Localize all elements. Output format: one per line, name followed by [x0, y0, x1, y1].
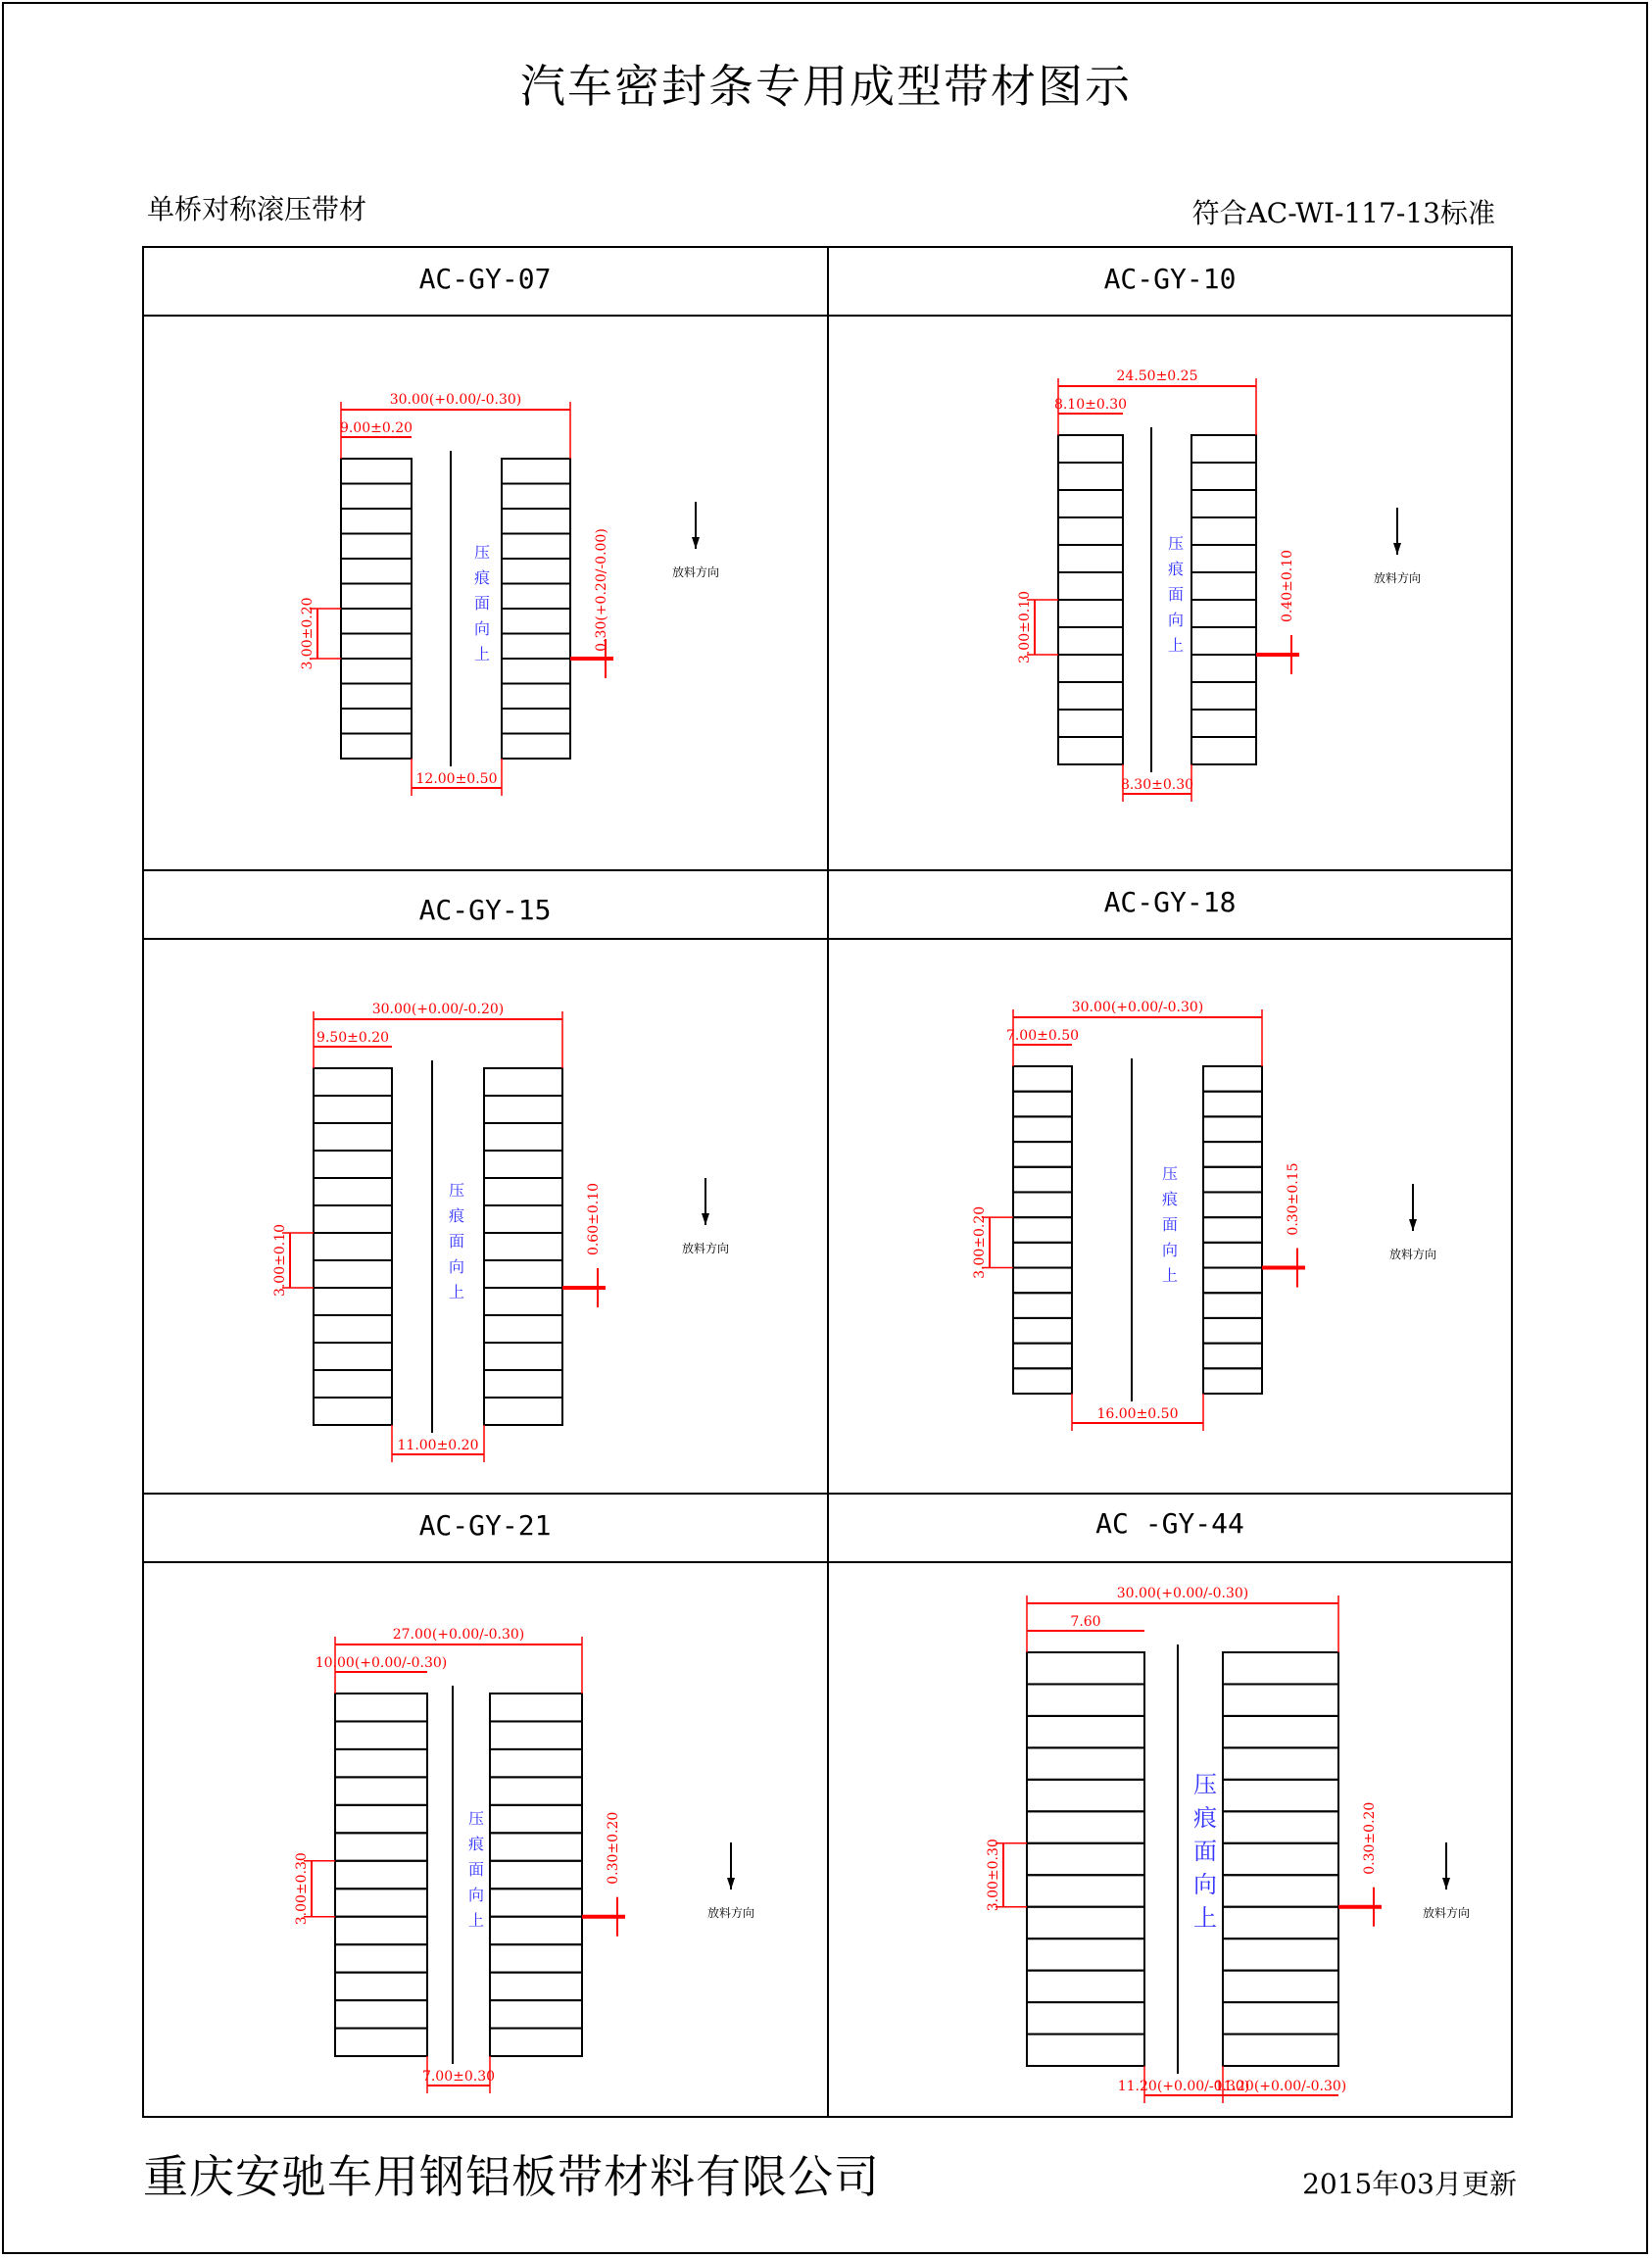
- rib-block-left: [1058, 463, 1123, 490]
- rib-block-right: [490, 2000, 582, 2028]
- rib-block-left: [1027, 1684, 1144, 1715]
- imprint-label-char: 痕: [473, 568, 491, 587]
- center-dimension: 16.00±0.50: [1096, 1406, 1179, 1422]
- rib-block-left: [1027, 1907, 1144, 1939]
- rib-block-left: [1013, 1243, 1072, 1268]
- rib-block-left: [1058, 572, 1123, 600]
- update-date: 2015年03月更新: [1302, 2168, 1517, 2200]
- rib-block-right: [1203, 1116, 1262, 1142]
- arrowhead-icon: [1409, 1219, 1417, 1231]
- imprint-label-char: 痕: [1167, 560, 1185, 578]
- rib-block-left: [341, 509, 412, 534]
- strip-drawing: [300, 392, 719, 796]
- rib-block-right: [484, 1123, 562, 1151]
- rib-block-left: [314, 1123, 392, 1151]
- pitch-dimension: 3.00±0.10: [1017, 590, 1033, 664]
- rib-block-left: [314, 1178, 392, 1205]
- center-dimension: 12.00±0.50: [415, 771, 498, 787]
- rib-block-right: [1223, 1716, 1338, 1747]
- imprint-label-char: 痕: [1193, 1804, 1217, 1832]
- rib-block-left: [341, 459, 412, 484]
- imprint-label-char: 上: [448, 1283, 465, 1301]
- imprint-label-char: 向: [1167, 611, 1185, 629]
- pitch-dimension: 3.00±0.20: [300, 597, 316, 670]
- rib-block-right: [1223, 1875, 1338, 1906]
- rib-block-left: [335, 1694, 427, 1721]
- center-dimension: 11.00±0.20: [397, 1438, 479, 1453]
- rib-block-right: [502, 609, 570, 634]
- center-dimension: 11.20(+0.00/-0.30): [1117, 2079, 1250, 2094]
- rib-block-right: [484, 1205, 562, 1233]
- rib-block-left: [335, 1917, 427, 1944]
- overall-dimension: 30.00(+0.00/-0.30): [389, 392, 522, 408]
- rib-block-left: [1027, 2035, 1144, 2066]
- rib-block-right: [1203, 1268, 1262, 1294]
- rib-block-right: [1223, 2002, 1338, 2034]
- rib-block-right: [1191, 435, 1256, 463]
- arrowhead-icon: [702, 1213, 709, 1225]
- rib-block-right: [1223, 1939, 1338, 1970]
- rib-block-right: [1203, 1092, 1262, 1117]
- rib-block-left: [1013, 1368, 1072, 1394]
- rib-block-right: [490, 1889, 582, 1916]
- rib-block-left: [314, 1398, 392, 1425]
- rib-block-left: [1027, 1875, 1144, 1906]
- side-dimension: 7.00±0.50: [1005, 1028, 1080, 1044]
- rib-block-right: [1203, 1192, 1262, 1217]
- side-dimension: 7.60: [1070, 1614, 1101, 1630]
- rib-block-left: [341, 709, 412, 734]
- rib-block-left: [335, 1973, 427, 2000]
- rib-block-right: [1223, 1907, 1338, 1939]
- imprint-label-char: 向: [467, 1886, 485, 1904]
- imprint-label-char: 痕: [467, 1835, 485, 1853]
- imprint-label-char: 痕: [1161, 1190, 1179, 1208]
- feed-direction-label: 放料方向: [1422, 1906, 1471, 1920]
- imprint-label-char: 痕: [448, 1206, 465, 1225]
- rib-block-right: [484, 1233, 562, 1260]
- feed-direction-label: 放料方向: [1388, 1248, 1437, 1261]
- edge-dimension: 0.40±0.10: [1280, 549, 1295, 623]
- arrowhead-icon: [1393, 543, 1401, 555]
- imprint-label-char: 面: [1193, 1838, 1217, 1865]
- imprint-label-char: 面: [1167, 585, 1185, 604]
- rib-block-right: [484, 1068, 562, 1096]
- rib-block-right: [484, 1288, 562, 1315]
- rib-block-left: [314, 1096, 392, 1123]
- rib-block-right: [1191, 463, 1256, 490]
- feed-direction-label: 放料方向: [706, 1906, 755, 1920]
- rib-block-left: [1027, 1747, 1144, 1779]
- rib-block-left: [1027, 1939, 1144, 1970]
- strip-drawing: [986, 1586, 1470, 2103]
- rib-block-right: [484, 1178, 562, 1205]
- rib-block-left: [1013, 1318, 1072, 1344]
- rib-block-right: [1203, 1217, 1262, 1243]
- rib-block-left: [1027, 1716, 1144, 1747]
- imprint-label-char: 上: [1193, 1904, 1217, 1932]
- rib-block-left: [1013, 1092, 1072, 1117]
- rib-block-left: [335, 1749, 427, 1777]
- rib-block-right: [490, 1777, 582, 1804]
- rib-block-right: [502, 709, 570, 734]
- edge-dimension: 0.30±0.20: [1362, 1801, 1378, 1875]
- rib-block-left: [314, 1260, 392, 1288]
- strip-drawing: [272, 1002, 729, 1462]
- rib-block-left: [314, 1315, 392, 1343]
- overall-dimension: 24.50±0.25: [1116, 368, 1198, 384]
- rib-block-left: [1058, 490, 1123, 517]
- rib-block-right: [502, 559, 570, 584]
- subtitle-left: 单桥对称滚压带材: [147, 193, 367, 225]
- rib-block-left: [1027, 1843, 1144, 1875]
- rib-block-left: [1058, 517, 1123, 545]
- rib-block-left: [1058, 682, 1123, 710]
- rib-block-left: [314, 1068, 392, 1096]
- imprint-label-char: 压: [1167, 534, 1185, 553]
- rib-block-left: [341, 659, 412, 684]
- rib-block-left: [335, 1805, 427, 1833]
- rib-block-right: [1203, 1318, 1262, 1344]
- imprint-label-char: 压: [1193, 1771, 1217, 1798]
- edge-dimension: 0.30(+0.20/-0.00): [594, 528, 609, 652]
- feed-direction-label: 放料方向: [681, 1242, 730, 1255]
- rib-block-left: [1013, 1344, 1072, 1369]
- rib-block-right: [1191, 710, 1256, 737]
- imprint-label-char: 面: [448, 1232, 465, 1251]
- rib-block-right: [490, 2029, 582, 2056]
- rib-block-left: [1058, 600, 1123, 627]
- rib-block-left: [1058, 627, 1123, 655]
- rib-block-left: [1058, 655, 1123, 682]
- rib-block-right: [484, 1370, 562, 1398]
- rib-block-right: [1191, 682, 1256, 710]
- rib-block-right: [1223, 1811, 1338, 1842]
- rib-block-right: [1223, 1747, 1338, 1779]
- arrowhead-icon: [692, 537, 700, 549]
- center-dimension: 8.30±0.30: [1120, 777, 1194, 793]
- rib-block-right: [502, 509, 570, 534]
- rib-block-left: [1013, 1167, 1072, 1193]
- side-dimension: 8.10±0.30: [1053, 397, 1128, 413]
- rib-block-left: [341, 484, 412, 510]
- rib-block-right: [1191, 517, 1256, 545]
- imprint-label-char: 面: [473, 594, 491, 613]
- rib-block-right: [490, 1694, 582, 1721]
- imprint-label-char: 上: [473, 645, 491, 663]
- rib-block-right: [1223, 1971, 1338, 2002]
- feed-direction-label: 放料方向: [1373, 571, 1422, 585]
- rib-block-left: [1058, 710, 1123, 737]
- pitch-dimension: 3.00±0.10: [272, 1223, 288, 1298]
- panel-title: AC-GY-15: [418, 894, 552, 926]
- pitch-dimension: 3.00±0.30: [986, 1839, 1001, 1912]
- panels-layer: [272, 368, 1470, 2103]
- rib-block-right: [490, 1944, 582, 1972]
- imprint-label-char: 向: [448, 1257, 465, 1276]
- rib-block-right: [490, 1973, 582, 2000]
- panel-title: AC-GY-18: [1103, 886, 1237, 918]
- rib-block-right: [484, 1343, 562, 1370]
- rib-block-left: [314, 1233, 392, 1260]
- rib-block-right: [1203, 1243, 1262, 1268]
- imprint-label-char: 面: [467, 1860, 485, 1879]
- rib-block-left: [314, 1343, 392, 1370]
- rib-block-left: [341, 534, 412, 560]
- rib-block-right: [1223, 2035, 1338, 2066]
- rib-block-left: [1013, 1066, 1072, 1092]
- rib-block-left: [1058, 435, 1123, 463]
- panel-title: AC-GY-10: [1103, 263, 1237, 295]
- strip-drawing: [972, 1000, 1436, 1431]
- rib-block-left: [335, 1861, 427, 1889]
- imprint-label-char: 向: [1161, 1241, 1179, 1259]
- rib-block-right: [502, 534, 570, 560]
- strip-drawing: [1017, 368, 1421, 802]
- imprint-label-char: 压: [1161, 1164, 1179, 1183]
- rib-block-right: [1191, 737, 1256, 764]
- rib-block-right: [502, 459, 570, 484]
- rib-block-left: [1027, 1811, 1144, 1842]
- side-dimension: 9.00±0.20: [339, 420, 413, 436]
- rib-block-left: [341, 559, 412, 584]
- imprint-label-char: 压: [473, 543, 491, 562]
- rib-block-left: [314, 1288, 392, 1315]
- rib-block-right: [502, 684, 570, 710]
- imprint-label-char: 向: [473, 619, 491, 638]
- rib-block-right: [490, 1861, 582, 1889]
- rib-block-left: [1027, 2002, 1144, 2034]
- rib-block-left: [1013, 1116, 1072, 1142]
- rib-block-left: [335, 2000, 427, 2028]
- overall-dimension: 30.00(+0.00/-0.30): [1116, 1586, 1249, 1601]
- rib-block-right: [490, 1749, 582, 1777]
- rib-block-left: [341, 609, 412, 634]
- rib-block-left: [1058, 545, 1123, 572]
- rib-block-left: [335, 1944, 427, 1972]
- company-name: 重庆安驰车用钢铝板带材料有限公司: [143, 2150, 880, 2203]
- rib-block-right: [502, 734, 570, 760]
- rib-block-right: [1223, 1780, 1338, 1811]
- rib-block-right: [1203, 1167, 1262, 1193]
- rib-block-right: [1203, 1368, 1262, 1394]
- rib-block-left: [1013, 1192, 1072, 1217]
- rib-block-right: [502, 634, 570, 660]
- imprint-label-char: 上: [1161, 1266, 1179, 1285]
- rib-block-right: [490, 1833, 582, 1860]
- rib-block-left: [341, 584, 412, 610]
- overall-dimension: 30.00(+0.00/-0.20): [371, 1002, 505, 1017]
- rib-block-right: [1203, 1142, 1262, 1167]
- rib-block-left: [335, 1833, 427, 1860]
- rib-block-right: [490, 1917, 582, 1944]
- rib-block-right: [1191, 600, 1256, 627]
- rib-block-right: [1191, 572, 1256, 600]
- page-title: 汽车密封条专用成型带材图示: [520, 60, 1132, 113]
- rib-block-left: [335, 1889, 427, 1916]
- rib-block-right: [1223, 1652, 1338, 1684]
- rib-block-left: [1027, 1652, 1144, 1684]
- rib-block-left: [341, 634, 412, 660]
- rib-block-left: [335, 1721, 427, 1748]
- arrowhead-icon: [727, 1878, 735, 1890]
- pitch-dimension: 3.00±0.20: [972, 1205, 988, 1279]
- rib-block-left: [1013, 1268, 1072, 1294]
- rib-block-right: [1203, 1066, 1262, 1092]
- rib-block-left: [341, 684, 412, 710]
- imprint-label-char: 压: [467, 1809, 485, 1828]
- table-grid: [143, 247, 1512, 2117]
- rib-block-right: [502, 584, 570, 610]
- feed-direction-label: 放料方向: [671, 565, 720, 579]
- imprint-label-char: 上: [1167, 636, 1185, 655]
- rib-block-left: [1027, 1971, 1144, 2002]
- imprint-label-char: 面: [1161, 1215, 1179, 1234]
- panel-title: AC-GY-21: [418, 1509, 552, 1542]
- rib-block-left: [1058, 737, 1123, 764]
- pitch-dimension: 3.00±0.30: [294, 1852, 310, 1926]
- rib-block-right: [484, 1315, 562, 1343]
- overall-dimension: 30.00(+0.00/-0.30): [1071, 1000, 1204, 1015]
- strip-drawing: [294, 1627, 754, 2093]
- rib-block-right: [502, 484, 570, 510]
- rib-block-right: [1191, 655, 1256, 682]
- rib-block-left: [335, 2029, 427, 2056]
- rib-block-right: [484, 1260, 562, 1288]
- imprint-label-char: 向: [1193, 1871, 1217, 1898]
- rib-block-left: [341, 734, 412, 760]
- center-dimension: 7.00±0.30: [421, 2069, 496, 2085]
- rib-block-right: [1223, 1684, 1338, 1715]
- rib-block-right: [1191, 627, 1256, 655]
- panel-title: AC -GY-44: [1095, 1507, 1244, 1540]
- edge-dimension: 0.30±0.20: [606, 1811, 621, 1885]
- rib-block-left: [314, 1151, 392, 1178]
- rib-block-right: [484, 1151, 562, 1178]
- overall-dimension: 27.00(+0.00/-0.30): [392, 1627, 525, 1643]
- rib-block-right: [1203, 1344, 1262, 1369]
- edge-dimension: 0.60±0.10: [586, 1182, 602, 1256]
- panel-title: AC-GY-07: [418, 263, 552, 295]
- rib-block-right: [1203, 1293, 1262, 1318]
- rib-block-right: [490, 1721, 582, 1748]
- rib-block-right: [1223, 1843, 1338, 1875]
- rib-block-right: [484, 1096, 562, 1123]
- imprint-label-char: 上: [467, 1911, 485, 1930]
- rib-block-right: [1191, 545, 1256, 572]
- imprint-label-char: 压: [448, 1181, 465, 1200]
- rib-block-left: [1013, 1142, 1072, 1167]
- center-dimension: 11.20(+0.00/-0.30): [1214, 2079, 1347, 2094]
- edge-dimension: 0.30±0.15: [1286, 1162, 1301, 1236]
- rib-block-left: [314, 1370, 392, 1398]
- rib-block-left: [1027, 1780, 1144, 1811]
- rib-block-right: [1191, 490, 1256, 517]
- arrowhead-icon: [1442, 1878, 1450, 1890]
- subtitle-right: 符合AC-WI-117-13标准: [1191, 197, 1495, 229]
- rib-block-left: [1013, 1293, 1072, 1318]
- rib-block-left: [314, 1205, 392, 1233]
- rib-block-left: [1013, 1217, 1072, 1243]
- side-dimension: 10.00(+0.00/-0.30): [315, 1655, 448, 1671]
- rib-block-right: [502, 659, 570, 684]
- rib-block-left: [335, 1777, 427, 1804]
- side-dimension: 9.50±0.20: [316, 1030, 390, 1046]
- rib-block-right: [484, 1398, 562, 1425]
- rib-block-right: [490, 1805, 582, 1833]
